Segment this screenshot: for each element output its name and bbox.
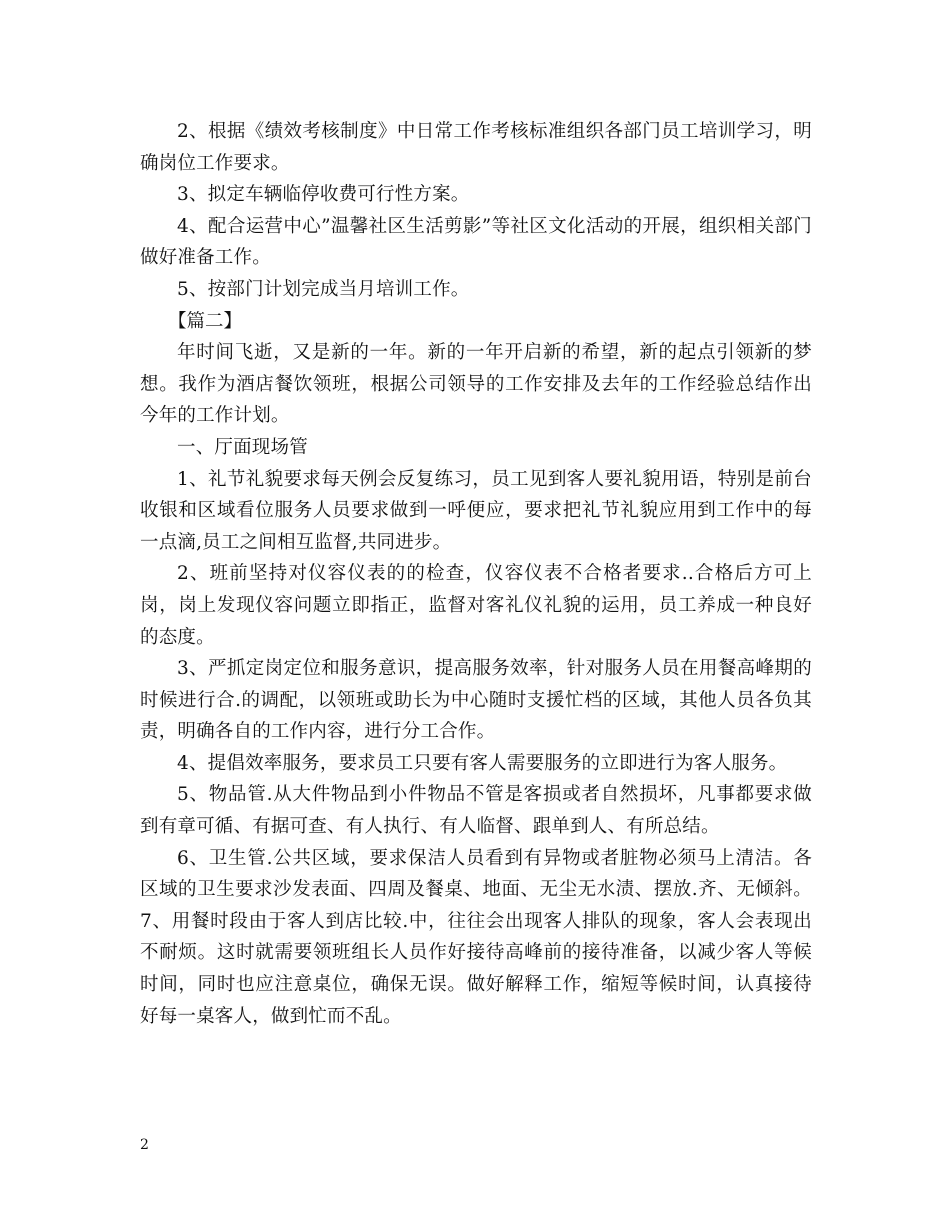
paragraph: 5、按部门计划完成当月培训工作。 <box>177 278 470 300</box>
paragraph: 3、严抓定岗定位和服务意识，提高服务效率，针对服务人员在用餐高峰期的时候进行合.的调配，以领班或助长为中心随时支援忙档的区域，其他人员各负其责，明确各自的工作内容，进行分工合作。 <box>140 658 812 743</box>
paragraph: 2、根据《绩效考核制度》中日常工作考核标准组织各部门员工培训学习，明确岗位工作要求。 <box>140 121 812 174</box>
paragraph: 3、拟定车辆临停收费可行性方案。 <box>177 184 470 206</box>
document-body <box>140 116 812 1032</box>
paragraph: 5、物品管.从大件物品到小件物品不管是客损或者自然损坏，凡事都要求做到有章可循、有据可查、有人执行、有人临督、跟单到人、有所总结。 <box>140 784 812 838</box>
page-number: 2 <box>140 1137 149 1153</box>
section-heading: 【篇二】 <box>168 310 243 332</box>
subheading: 一、厅面现场管 <box>177 436 308 458</box>
paragraph: 年时间飞逝，又是新的一年。新的一年开启新的希望，新的起点引领新的梦想。我作为酒店餐饮领班，根据公司领导的工作安排及去年的工作经验总结作出今年的工作计划。 <box>140 342 812 427</box>
paragraph: 2、班前坚持对仪容仪表的的检查，仪容仪表不合格者要求..合格后方可上岗，岗上发现仪容问题立即指正，监督对客礼仪礼貌的运用，员工养成一种良好的态度。 <box>140 563 812 648</box>
paragraph: 4、配合运营中心”温馨社区生活剪影”等社区文化活动的开展，组织相关部门做好准备工作。 <box>140 215 812 269</box>
paragraph: 6、卫生管.公共区域，要求保洁人员看到有异物或者脏物必须马上清洁。各区域的卫生要求沙发表面、四周及餐桌、地面、无尘无水渍、摆放.齐、无倾斜。7、用餐时段由于客人到店比较.中，往往会出现客人排队的现象，客人会表现出不耐烦。这时就需要领班组长人员作好接待高峰前的接待准备，以减少客人等候时间，同时也应注意桌位，确保无误。做好解释工作，缩短等候时间，认真接待好每一桌客人，做到忙而不乱。 <box>140 847 812 1027</box>
paragraph: 4、提倡效率服务，要求员工只要有客人需要服务的立即进行为客人服务。 <box>177 752 788 774</box>
paragraph: 1、礼节礼貌要求每天例会反复练习，员工见到客人要礼貌用语，特别是前台收银和区域看位服务人员要求做到一呼便应，要求把礼节礼貌应用到工作中的每一点滴,员工之间相互监督,共同进步。 <box>140 468 812 553</box>
